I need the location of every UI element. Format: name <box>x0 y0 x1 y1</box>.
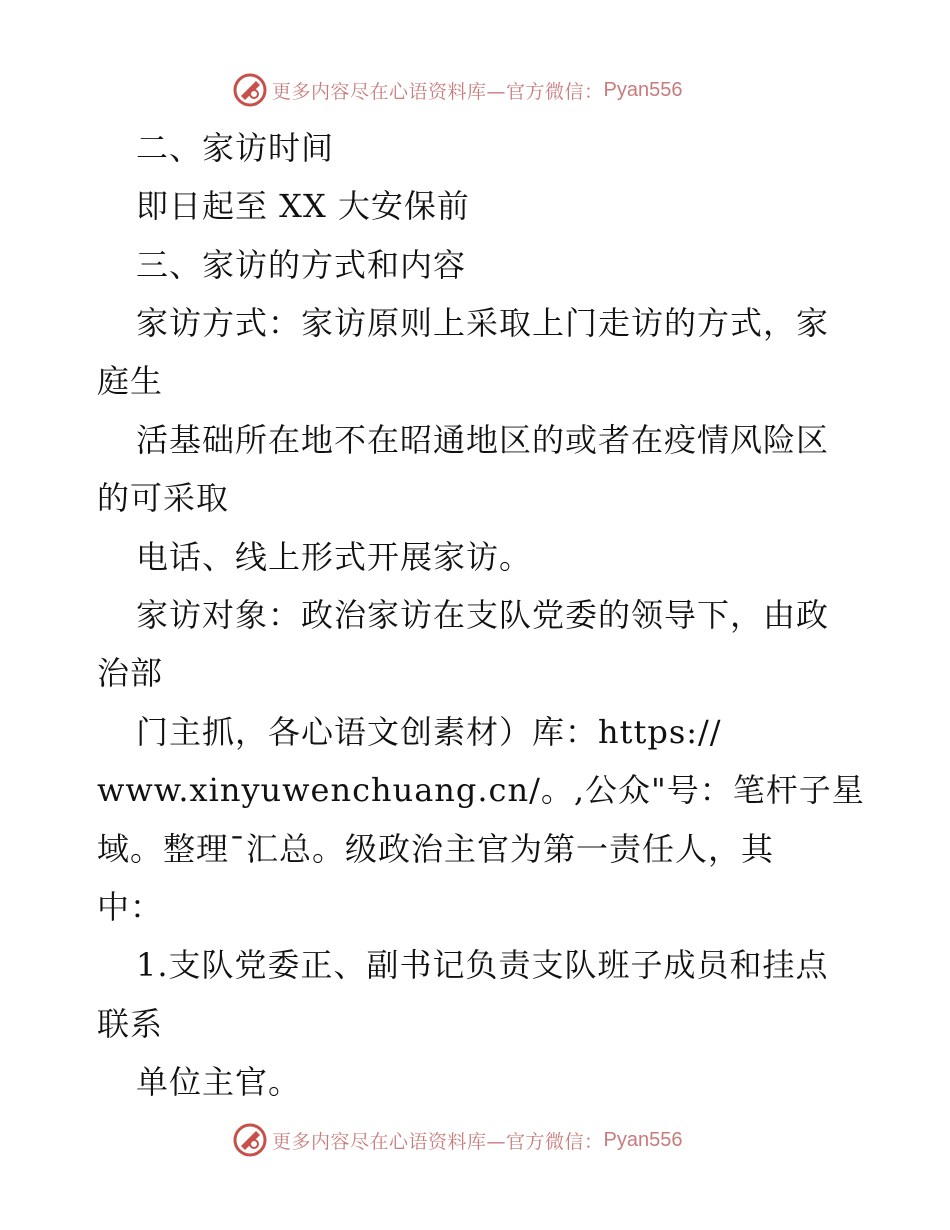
paragraph-line: 庭生 <box>97 362 164 400</box>
brand-logo-icon <box>232 72 268 108</box>
watermark-footer <box>232 1120 682 1160</box>
watermark-header <box>232 70 682 110</box>
list-item: 1.支队党委正、副书记负责支队班子成员和挂点 <box>136 946 829 984</box>
paragraph-line: 活基础所在地不在昭通地区的或者在疫情风险区 <box>136 421 830 459</box>
paragraph-line: 家访方式：家访原则上采取上门走访的方式，家 <box>136 304 830 342</box>
paragraph-line: 中： <box>97 888 164 926</box>
brand-logo-icon <box>232 1122 268 1158</box>
paragraph-line: 电话、线上形式开展家访。 <box>136 538 533 576</box>
paragraph-line: 单位主官。 <box>136 1063 302 1101</box>
paragraph-line: 域。整理¯汇总。级政治主官为第一责任人，其 <box>97 830 775 868</box>
watermark-text: 更多内容尽在心语资料库—官方微信： <box>272 1130 604 1153</box>
watermark-wechat-id: Pyan556 <box>603 78 683 101</box>
paragraph-line: 联系 <box>97 1005 164 1043</box>
paragraph-line: 的可采取 <box>97 479 230 517</box>
watermark-text: 更多内容尽在心语资料库—官方微信： <box>272 80 604 103</box>
section-heading: 三、家访的方式和内容 <box>136 246 467 284</box>
paragraph-line: www.xinyuwenchuang.cn/。,公众"号：笔杆子星 <box>97 771 865 809</box>
paragraph-line: 即日起至 XX 大安保前 <box>136 187 470 225</box>
watermark-wechat-id: Pyan556 <box>603 1128 683 1151</box>
paragraph-line: 家访对象：政治家访在支队党委的领导下，由政 <box>136 596 830 634</box>
paragraph-line: 门主抓，各心语文创素材）库：https:// <box>136 713 722 751</box>
paragraph-line: 治部 <box>97 654 164 692</box>
section-heading: 二、家访时间 <box>136 129 335 167</box>
